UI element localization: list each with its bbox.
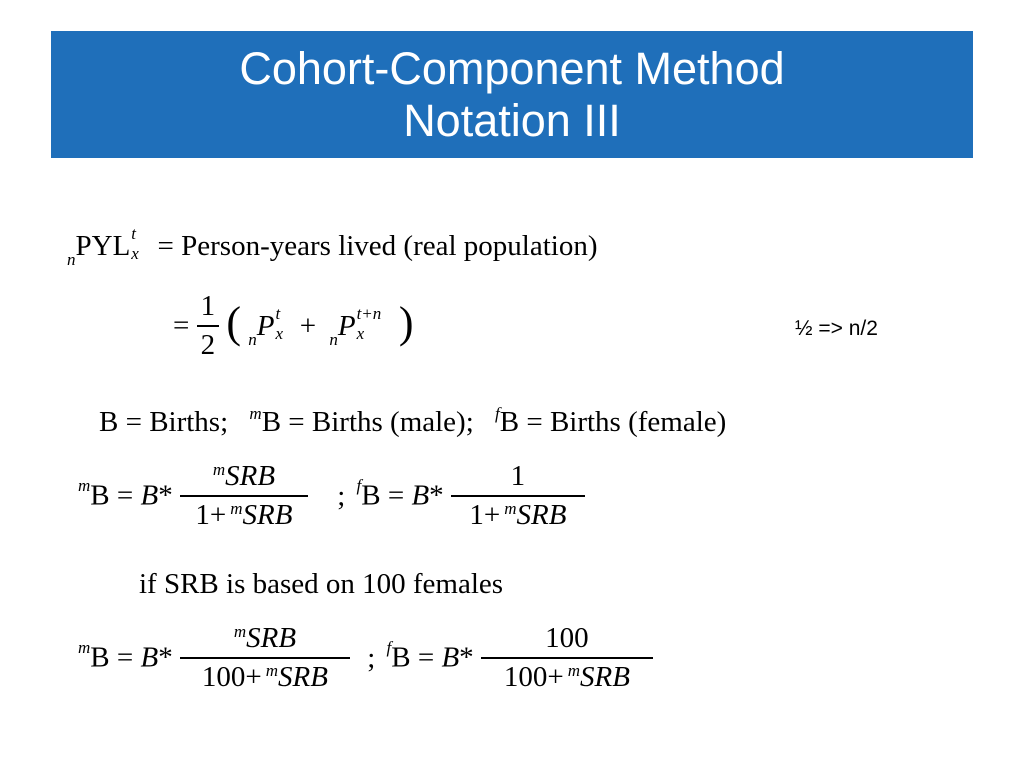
- p1-symbol: P: [256, 309, 275, 342]
- mb-lhs: B =: [90, 479, 141, 512]
- fb-b: B: [411, 479, 430, 512]
- fb100-sup: f: [386, 637, 392, 657]
- srb-100-equation: [78, 624, 653, 692]
- mb-num-text: SRB: [225, 460, 276, 492]
- births-definitions: [99, 404, 727, 438]
- mb100-b: B: [140, 641, 159, 674]
- mb-den-one: 1+: [195, 499, 227, 531]
- p1-sup: t: [275, 303, 281, 323]
- mb-star: *: [158, 479, 173, 512]
- fb100-den-text: SRB: [580, 661, 630, 693]
- mb100-den-100: 100+: [201, 661, 262, 693]
- title-banner: [51, 31, 973, 158]
- open-paren: (: [226, 298, 242, 347]
- fb100-lhs: B =: [391, 641, 442, 674]
- side-note: ½ => n/2: [795, 317, 878, 340]
- formula-equals: =: [173, 309, 190, 342]
- if-srb-text: if SRB is based on 100 females: [139, 568, 504, 600]
- p1-sub: x: [275, 323, 284, 343]
- male-sup: m: [249, 404, 262, 423]
- mb100-sup: m: [78, 637, 91, 657]
- separator: ;: [337, 479, 346, 512]
- fb-den-text: SRB: [516, 499, 567, 531]
- title-line-2: Notation III: [403, 94, 621, 146]
- fb100-den-sup: m: [567, 661, 581, 680]
- female-sup: f: [495, 404, 500, 423]
- mb-sup: m: [78, 475, 91, 495]
- fb100-fraction-denominator: [481, 657, 653, 692]
- mb100-num-text: SRB: [246, 622, 297, 654]
- pyl-definition: [67, 224, 598, 269]
- mb-b: B: [140, 479, 159, 512]
- fb-definition: B = Births (female): [499, 406, 727, 438]
- fb-sup: f: [356, 475, 362, 495]
- fb-fraction: [451, 462, 585, 530]
- fb100-star: *: [459, 641, 474, 674]
- mb-fraction-numerator: [180, 462, 308, 495]
- pyl-prefix: n: [67, 250, 76, 269]
- pyl-sub: x: [131, 244, 139, 263]
- mb100-lhs: B =: [90, 641, 141, 674]
- half-denominator: 2: [197, 325, 220, 360]
- fb100-b: B: [441, 641, 460, 674]
- mb100-fraction: [180, 624, 350, 692]
- fb-lhs: B =: [361, 479, 412, 512]
- fb-fraction-denominator: [451, 495, 585, 530]
- fb100-fraction: [481, 624, 653, 692]
- half-fraction: [197, 292, 220, 360]
- mb100-fraction-numerator: [180, 624, 350, 657]
- mb-fraction: [180, 462, 308, 530]
- separator-100: ;: [367, 641, 376, 674]
- mb100-num-sup: m: [233, 622, 247, 641]
- plus-sign: +: [299, 309, 317, 342]
- mb100-star: *: [158, 641, 173, 674]
- pyl-definition-text: = Person-years lived (real population): [157, 230, 598, 262]
- p2-sup: t+n: [356, 303, 382, 323]
- mb-definition: B = Births (male);: [261, 406, 474, 438]
- p2-prefix: n: [329, 329, 338, 349]
- p2-sub: x: [356, 323, 365, 343]
- fb-den-one: 1+: [469, 499, 501, 531]
- mb-fraction-denominator: [180, 495, 308, 530]
- mb-den-sup: m: [230, 499, 243, 518]
- fb-star: *: [429, 479, 444, 512]
- mb100-fraction-denominator: [180, 657, 350, 692]
- half-numerator: 1: [200, 290, 216, 322]
- fb-den-sup: m: [504, 499, 517, 518]
- pyl-formula: [173, 292, 413, 360]
- fb-num: 1: [510, 460, 526, 492]
- mb100-den-sup: m: [265, 661, 279, 680]
- b-definition: B = Births;: [99, 406, 229, 438]
- mb-num-sup: m: [212, 460, 226, 479]
- p1-prefix: n: [248, 329, 257, 349]
- pyl-sup: t: [131, 224, 137, 243]
- title-line-1: Cohort-Component Method: [239, 42, 785, 94]
- close-paren: ): [398, 298, 414, 347]
- mb-den-text: SRB: [242, 499, 293, 531]
- fb100-den-100: 100+: [503, 661, 564, 693]
- p2-symbol: P: [337, 309, 356, 342]
- srb-general-equation: [78, 462, 585, 530]
- pyl-symbol: PYL: [75, 230, 131, 262]
- mb100-den-text: SRB: [278, 661, 328, 693]
- fb100-num: 100: [545, 622, 589, 654]
